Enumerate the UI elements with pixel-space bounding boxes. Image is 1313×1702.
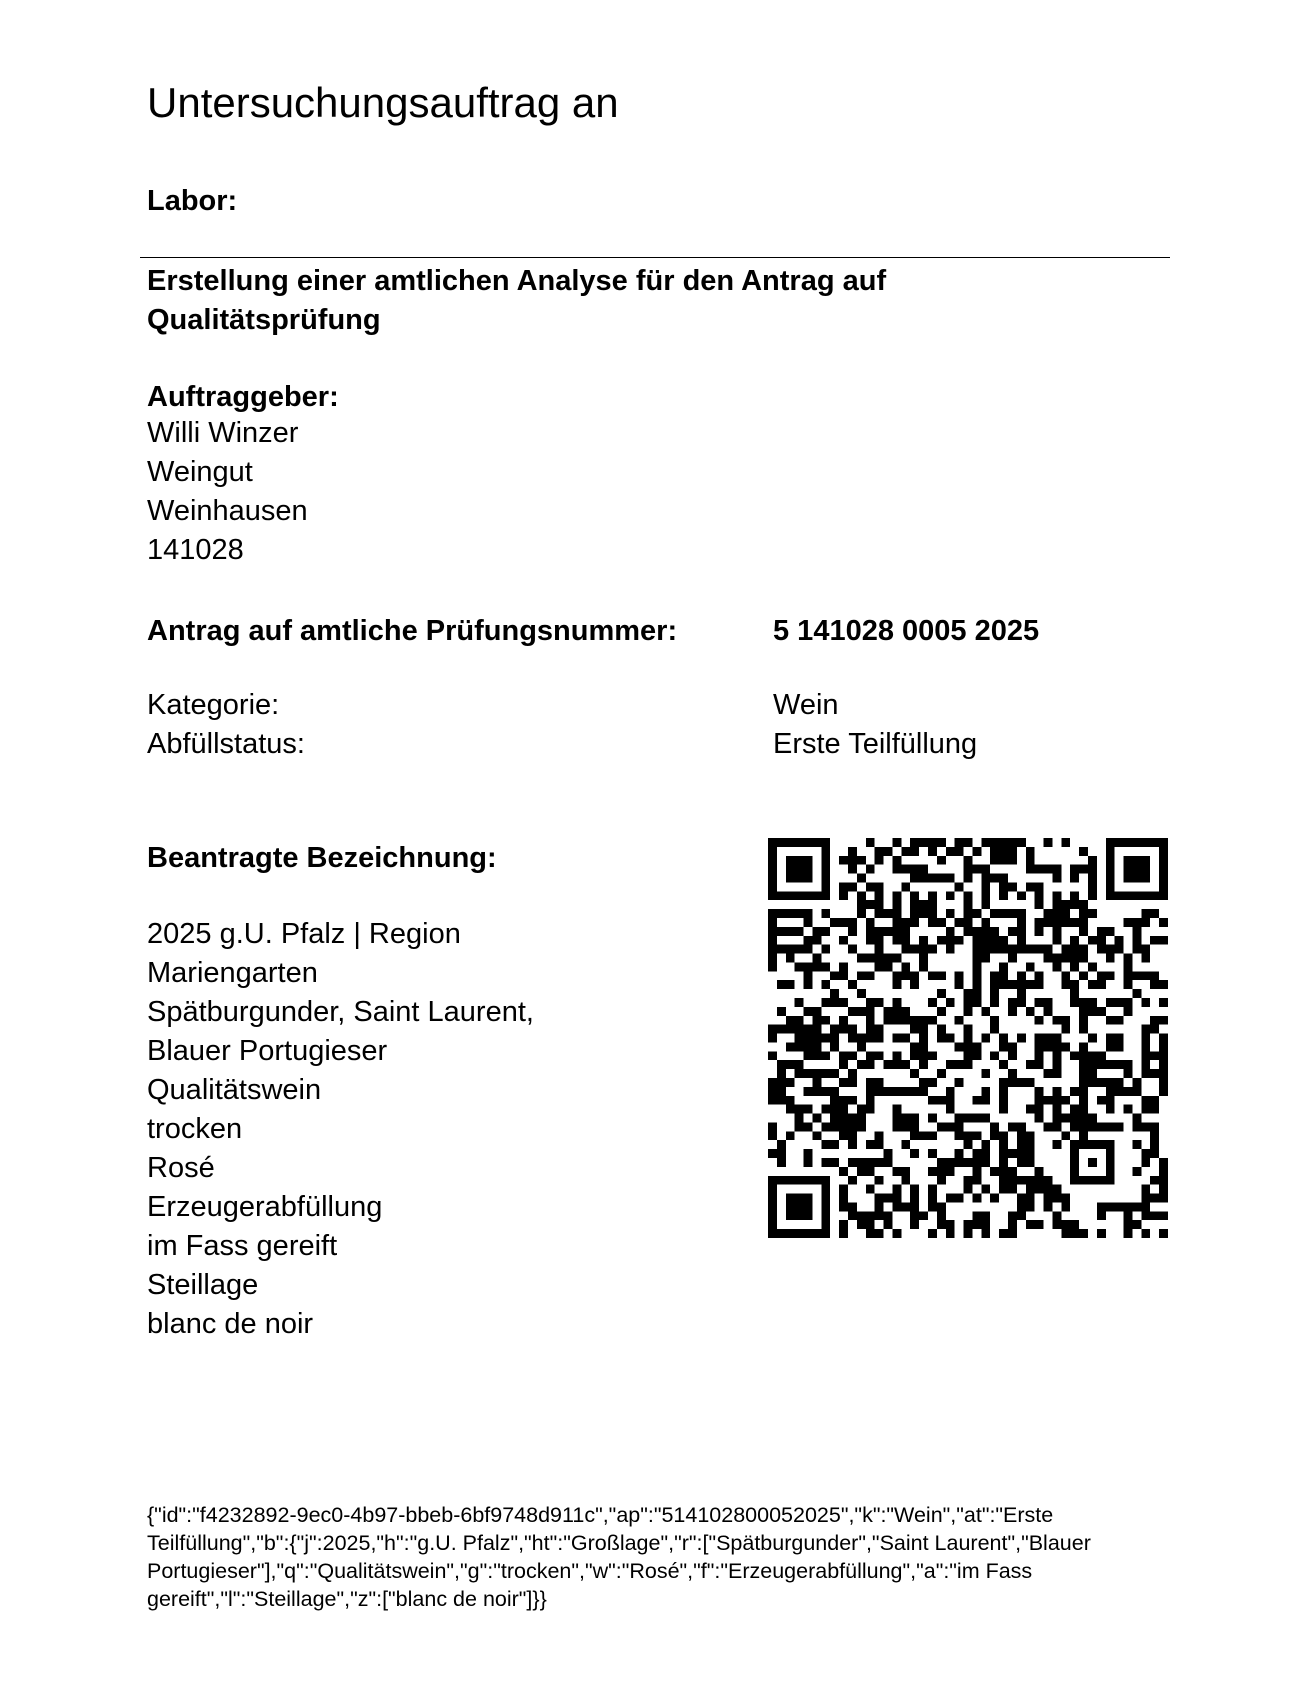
bezeichnung-label: Beantragte Bezeichnung: <box>147 842 497 874</box>
divider <box>140 257 1170 258</box>
bezeichnung-line: 2025 g.U. Pfalz | Region <box>147 918 461 950</box>
subject-heading <box>147 262 886 340</box>
bezeichnung-line: blanc de noir <box>147 1308 314 1340</box>
auftraggeber-line: Willi Winzer <box>147 417 299 449</box>
auftraggeber-line: Weingut <box>147 456 253 488</box>
bezeichnung-line: Erzeugerabfüllung <box>147 1191 383 1223</box>
bezeichnung-line: Qualitätswein <box>147 1074 322 1106</box>
subject-line: Qualitätsprüfung <box>147 304 381 336</box>
subject-line: Erstellung einer amtlichen Analyse für den Antrag auf <box>147 265 887 297</box>
bezeichnung-line: trocken <box>147 1113 243 1145</box>
auftraggeber-label: Auftraggeber: <box>147 381 339 413</box>
abfuellstatus-label: Abfüllstatus: <box>147 728 305 760</box>
document-title: Untersuchungsauftrag an <box>147 79 619 126</box>
footer-line: Portugieser"],"q":"Qualitätswein","g":"trocken","w":"Rosé","f":"Erzeugerabfüllung","a":"im Fass <box>147 1559 1033 1583</box>
footer-line: {"id":"f4232892-9ec0-4b97-bbeb-6bf9748d911c","ap":"514102800052025","k":"Wein","at":"Erste <box>147 1503 1054 1527</box>
bezeichnung-line: Mariengarten <box>147 957 318 989</box>
kategorie-label: Kategorie: <box>147 689 280 721</box>
kategorie-value: Wein <box>773 689 839 721</box>
auftraggeber-block <box>147 414 308 570</box>
bezeichnung-line: im Fass gereift <box>147 1230 338 1262</box>
qr-code-icon <box>768 838 1168 1238</box>
json-footer <box>147 1501 1127 1613</box>
bezeichnung-line: Spätburgunder, Saint Laurent, <box>147 996 534 1028</box>
footer-line: Teilfüllung","b":{"j":2025,"h":"g.U. Pfalz","ht":"Großlage","r":["Spätburgunder","Saint Laurent","Blauer <box>147 1531 1091 1555</box>
bezeichnung-line: Blauer Portugieser <box>147 1035 388 1067</box>
antrag-number: 5 141028 0005 2025 <box>773 615 1040 647</box>
bezeichnung-line: Steillage <box>147 1269 259 1301</box>
antrag-label: Antrag auf amtliche Prüfungsnummer: <box>147 615 678 647</box>
bezeichnung-line: Rosé <box>147 1152 215 1184</box>
labor-label: Labor: <box>147 185 238 217</box>
footer-line: gereift","l":"Steillage","z":["blanc de noir"]}} <box>147 1587 547 1611</box>
abfuellstatus-value: Erste Teilfüllung <box>773 728 978 760</box>
bezeichnung-block <box>147 915 534 1344</box>
auftraggeber-line: Weinhausen <box>147 495 308 527</box>
auftraggeber-line: 141028 <box>147 534 244 566</box>
